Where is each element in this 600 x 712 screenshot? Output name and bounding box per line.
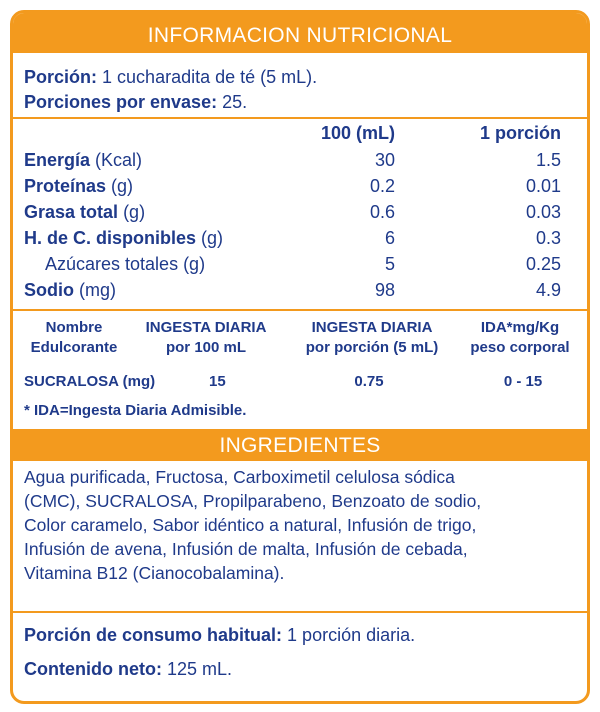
ingredients-line: Vitamina B12 (Cianocobalamina). (24, 563, 285, 583)
header-line: Edulcorante (30, 339, 118, 356)
nutrient-per100: 98 (374, 280, 395, 300)
nutrient-per-portion: 0.3 (535, 228, 561, 248)
header-line: por 100 mL (165, 339, 247, 356)
nutrient-label: H. de C. disponibles (24, 228, 197, 248)
nutrient-row (24, 150, 142, 171)
per-container-label: Porciones por envase: (24, 92, 218, 112)
sweetener-row-ida: 0 - 15 (503, 373, 543, 390)
neto-line (24, 659, 232, 680)
header-line: INGESTA DIARIA (145, 319, 267, 336)
col-100-header: 100 (mL) (320, 123, 395, 143)
sweetener-col-portion (289, 319, 455, 356)
portion-label: Porción: (24, 67, 98, 87)
nutrient-row (24, 280, 116, 301)
ingredients-line: (CMC), SUCRALOSA, Propilparabeno, Benzoato de sodio, (24, 491, 482, 511)
per-container-line (24, 92, 247, 113)
nutrient-per100: 0.6 (369, 202, 395, 222)
divider (13, 611, 587, 613)
header-line: Nombre (45, 319, 103, 336)
nutrient-per-portion: 0.03 (525, 202, 561, 222)
ingredients-line: Infusión de avena, Infusión de malta, Infusión de cebada, (24, 539, 468, 559)
header-line: por porción (5 mL) (305, 339, 439, 356)
nutrient-label: Grasa total (24, 202, 119, 222)
ingredients-line: Color caramelo, Sabor idéntico a natural, Infusión de trigo, (24, 515, 477, 535)
nutrient-row (24, 202, 145, 223)
nutrient-unit: (g) (201, 228, 224, 248)
nutrient-per100: 30 (374, 150, 395, 170)
sweetener-row-portion: 0.75 (354, 373, 384, 390)
sweetener-col-name (19, 319, 129, 356)
consumo-label: Porción de consumo habitual: (24, 625, 283, 645)
nutrient-per-portion: 4.9 (535, 280, 561, 300)
nutrient-per-portion: 1.5 (535, 150, 561, 170)
nutrient-per-portion: 0.25 (525, 254, 561, 274)
nutrient-label: Azúcares totales (g) (45, 254, 206, 274)
nutrition-label (10, 10, 590, 704)
neto-label: Contenido neto: (24, 659, 162, 679)
nutrient-per100: 5 (384, 254, 395, 274)
consumo-line (24, 625, 415, 646)
sweetener-row-name: SUCRALOSA (mg) (24, 373, 156, 390)
header-line: INGESTA DIARIA (311, 319, 433, 336)
ingredients-list (24, 465, 580, 585)
nutrient-unit: (g) (111, 176, 134, 196)
portion-value: 1 cucharadita de té (5 mL). (102, 67, 318, 87)
nutrient-unit: (g) (123, 202, 146, 222)
nutrient-label: Sodio (24, 280, 74, 300)
sweetener-col-ida (457, 319, 583, 356)
ingredients-header: INGREDIENTES (13, 429, 587, 461)
divider (13, 309, 587, 311)
consumo-value: 1 porción diaria. (287, 625, 416, 645)
nutrient-row (45, 254, 205, 275)
col-portion-header: 1 porción (479, 123, 561, 143)
nutrient-per100: 6 (384, 228, 395, 248)
sweetener-col-100 (131, 319, 281, 356)
nutrient-unit: (mg) (79, 280, 117, 300)
ida-footnote: * IDA=Ingesta Diaria Admisible. (24, 402, 247, 419)
header-line: peso corporal (470, 339, 570, 356)
per-container-value: 25. (222, 92, 248, 112)
nutrient-row (24, 228, 223, 249)
neto-value: 125 mL. (167, 659, 233, 679)
sweetener-row-100: 15 (209, 373, 226, 390)
ingredients-line: Agua purificada, Fructosa, Carboximetil celulosa sódica (24, 467, 455, 487)
nutrient-label: Proteínas (24, 176, 107, 196)
nutrient-per100: 0.2 (369, 176, 395, 196)
nutrient-per-portion: 0.01 (525, 176, 561, 196)
header-line: IDA*mg/Kg (480, 319, 560, 336)
portion-line (24, 67, 317, 88)
nutrient-unit: (Kcal) (95, 150, 143, 170)
nutrient-label: Energía (24, 150, 91, 170)
divider (13, 117, 587, 119)
nutrient-row (24, 176, 133, 197)
nutrition-header: INFORMACION NUTRICIONAL (13, 13, 587, 53)
